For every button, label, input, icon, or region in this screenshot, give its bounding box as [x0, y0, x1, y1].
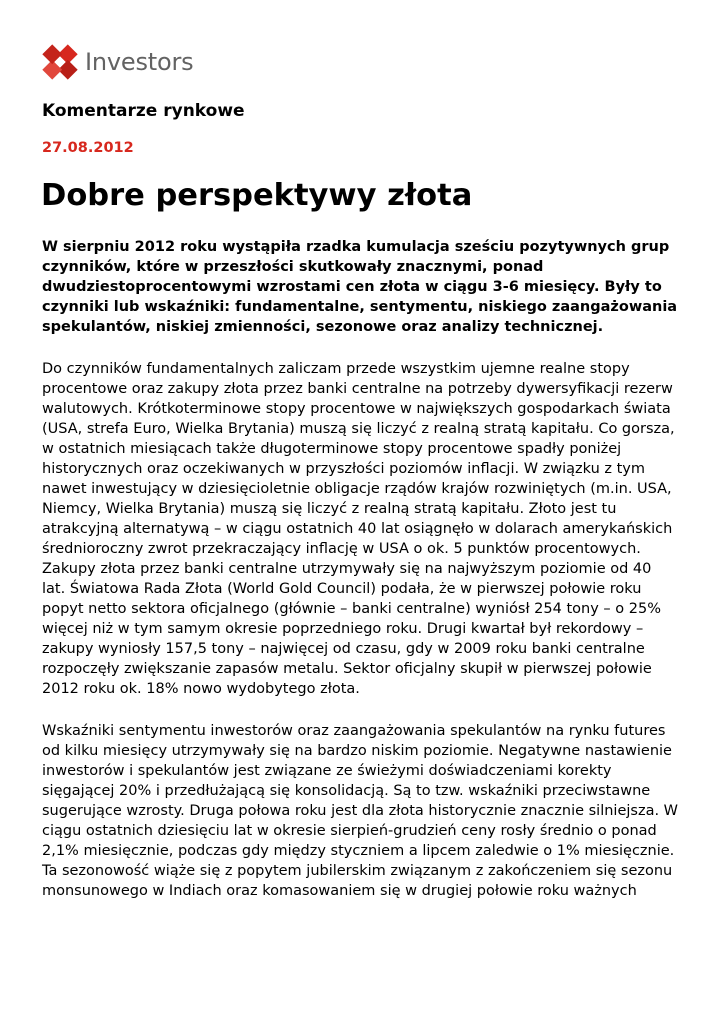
logo-text: Investors: [85, 48, 194, 76]
paragraph-line: Do czynników fundamentalnych zaliczam przede wszystkim ujemne realne stopy: [42, 361, 630, 377]
paragraph-line: Ta sezonowość wiąże się z popytem jubilerskim związanym z zakończeniem się sezonu: [42, 863, 673, 879]
article-title: Dobre perspektywy złota: [41, 178, 473, 213]
paragraph-line: monsunowego w Indiach oraz komasowaniem się w drugiej połowie roku ważnych: [42, 883, 637, 899]
paragraph-line: od kilku miesięcy utrzymywały się na bardzo niskim poziomie. Negatywne nastawienie: [42, 743, 672, 759]
paragraph-line: 2012 roku ok. 18% nowo wydobytego złota.: [42, 681, 360, 697]
paragraph-line: 2,1% miesięcznie, podczas gdy między styczniem a lipcem zaledwie o 1% miesięcznie.: [42, 843, 675, 859]
paragraph-line: lat. Światowa Rada Złota (World Gold Council) podała, że w pierwszej połowie roku: [42, 581, 642, 597]
paragraph-line: walutowych. Krótkoterminowe stopy procentowe w największych gospodarkach świata: [42, 401, 671, 417]
paragraph-line: zakupy wyniosły 157,5 tony – najwięcej od czasu, gdy w 2009 roku banki centralne: [42, 641, 645, 657]
article-date: 27.08.2012: [42, 140, 134, 156]
paragraph-line: Niemcy, Wielka Brytania) muszą się liczyć z realną stratą kapitału. Złoto jest tu: [42, 501, 617, 517]
article-lead: [42, 237, 687, 337]
paragraph-line: historycznych oraz oczekiwanych w przyszłości poziomów inflacji. W związku z tym: [42, 461, 646, 477]
paragraph-line: średnioroczny zwrot przekraczający inflację w USA o ok. 5 punktów procentowych.: [42, 541, 641, 557]
paragraph-line: Wskaźniki sentymentu inwestorów oraz zaangażowania spekulantów na rynku futures: [42, 723, 666, 739]
paragraph-line: sięgającej 20% i przedłużającą się konsolidacją. Są to tzw. wskaźniki przeciwstawne: [42, 783, 651, 799]
paragraph-line: sugerujące wzrosty. Druga połowa roku jest dla złota historycznie znacznie silniejsza. W: [42, 803, 679, 819]
investors-logo[interactable]: [41, 42, 193, 82]
paragraph-line: więcej niż w tym samym okresie poprzedniego roku. Drugi kwartał był rekordowy –: [42, 621, 644, 637]
paragraph-line: popyt netto sektora oficjalnego (głównie – banki centralne) wyniósł 254 tony – o 25%: [42, 601, 661, 617]
paragraph-sentiment: [42, 721, 687, 901]
lead-line: dwudziestoprocentowymi wzrostami cen złota w ciągu 3-6 miesięcy. Były to: [42, 279, 662, 295]
lead-line: spekulantów, niskiej zmienności, sezonowe oraz analizy technicznej.: [42, 319, 604, 335]
paragraph-line: inwestorów i spekulantów jest związane ze świeżymi doświadczeniami korekty: [42, 763, 612, 779]
lead-line: W sierpniu 2012 roku wystąpiła rzadka kumulacja sześciu pozytywnych grup: [42, 239, 670, 255]
lead-line: czynniki lub wskaźniki: fundamentalne, sentymentu, niskiego zaangażowania: [42, 299, 678, 315]
paragraph-line: w ostatnich miesiącach także długoterminowe stopy procentowe spadły poniżej: [42, 441, 622, 457]
paragraph-line: procentowe oraz zakupy złota przez banki centralne na potrzeby dywersyfikacji rezerw: [42, 381, 673, 397]
lead-line: czynników, które w przeszłości skutkowały znacznymi, ponad: [42, 259, 544, 275]
paragraph-line: rozpoczęły zwiększanie zapasów metalu. Sektor oficjalny skupił w pierwszej połowie: [42, 661, 652, 677]
investors-logo-icon: [41, 43, 79, 81]
paragraph-fundamentals: [42, 359, 687, 699]
paragraph-line: atrakcyjną alternatywą – w ciągu ostatnich 40 lat osiągnęło w dolarach amerykańskich: [42, 521, 673, 537]
paragraph-line: nawet inwestujący w dziesięcioletnie obligacje rządów krajów rozwiniętych (m.in. USA,: [42, 481, 672, 497]
paragraph-line: (USA, strefa Euro, Wielka Brytania) muszą się liczyć z realną stratą kapitału. Co gorsza,: [42, 421, 675, 437]
section-label: Komentarze rynkowe: [42, 101, 245, 121]
paragraph-line: ciągu ostatnich dziesięciu lat w okresie sierpień-grudzień ceny rosły średnio o ponad: [42, 823, 657, 839]
paragraph-line: Zakupy złota przez banki centralne utrzymywały się na najwyższym poziomie od 40: [42, 561, 652, 577]
